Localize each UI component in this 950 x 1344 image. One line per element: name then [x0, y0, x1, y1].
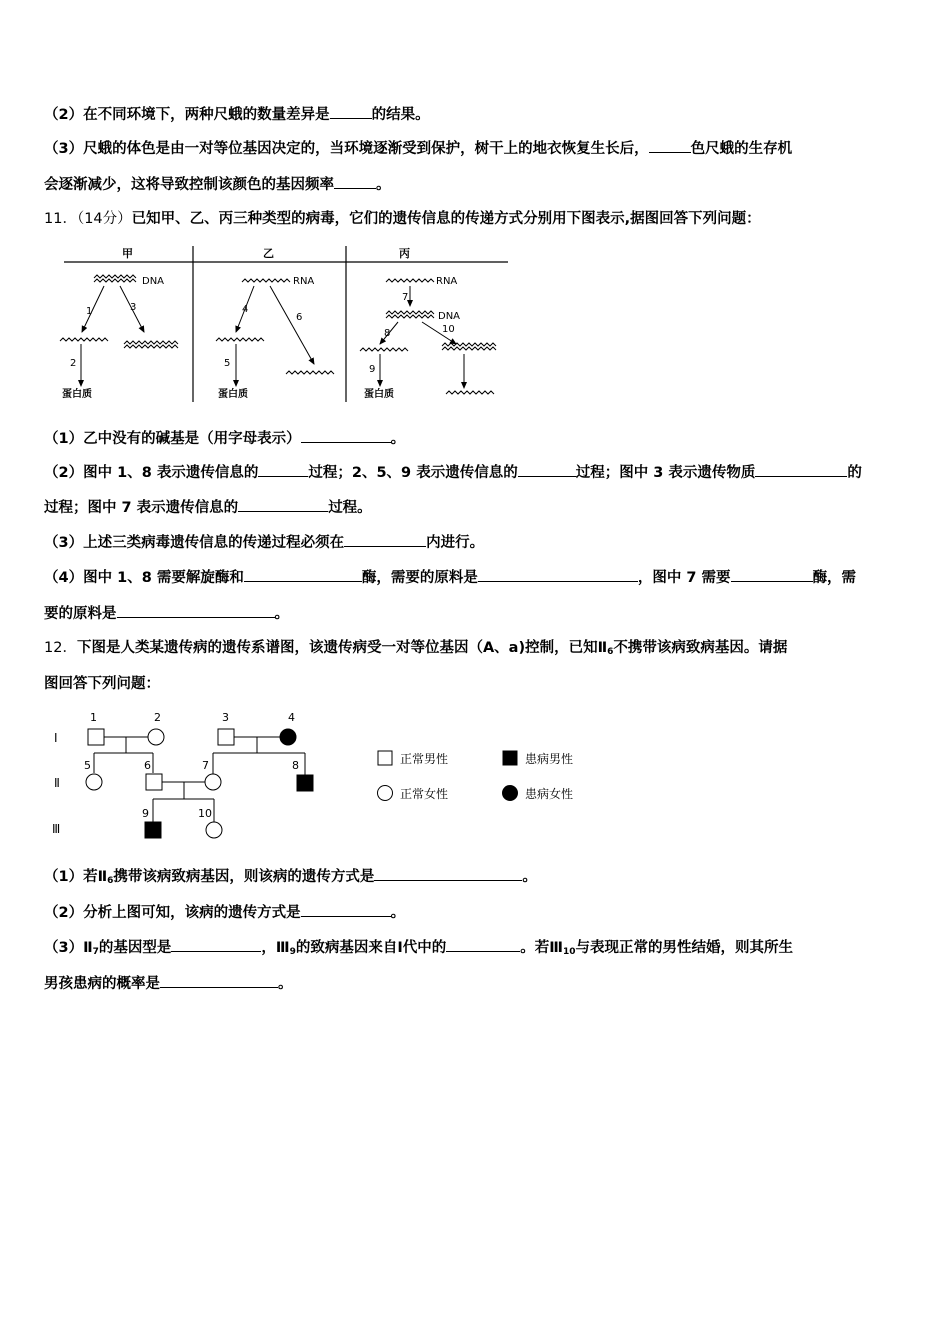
individual-3-number: 3	[222, 711, 229, 724]
rna-strand	[360, 348, 408, 351]
q12-part3-line1	[44, 937, 793, 962]
q12-part2	[44, 902, 405, 923]
answer-blank[interactable]	[649, 138, 691, 153]
text: 携带该病致病基因，则该病的遗传方式是	[113, 869, 375, 885]
answer-blank[interactable]	[330, 104, 372, 119]
text: 。	[278, 976, 293, 992]
step-7: 7	[402, 292, 409, 303]
text: 的	[847, 465, 862, 481]
q10-part3-line1	[44, 138, 792, 159]
individual-2-number: 2	[154, 711, 161, 724]
q11-part3	[44, 532, 484, 553]
rna-copy	[446, 391, 494, 394]
col-bing: 丙	[399, 247, 410, 260]
rna-strand	[60, 338, 108, 341]
individual-1-number: 1	[90, 711, 97, 724]
q12-part1	[44, 866, 537, 891]
text: （1）乙中没有的碱基是（用字母表示）	[44, 431, 301, 447]
q10-part3-line2	[44, 174, 391, 195]
text: 不携带该病致病基因。请据	[613, 640, 788, 656]
q11-part4-line1	[44, 567, 856, 588]
answer-blank[interactable]	[334, 174, 376, 189]
rna-strand-yi	[242, 279, 290, 282]
virus-info-transfer-diagram	[56, 240, 516, 410]
answer-blank[interactable]	[344, 532, 426, 547]
pedigree-chart	[48, 705, 608, 845]
rna-copy	[286, 371, 334, 374]
text: ，Ⅲ	[261, 940, 290, 956]
text: 会逐渐减少，这将导致控制该颜色的基因频率	[44, 177, 334, 193]
step-10: 10	[442, 324, 455, 335]
score: （14分）	[76, 211, 132, 227]
text: （2）在不同环境下，两种尺蛾的数量差异是	[44, 107, 330, 123]
text: 色尺蛾的生存机	[690, 141, 793, 157]
step-9: 9	[369, 364, 376, 375]
individual-8-number: 8	[292, 759, 299, 772]
legend-normal-female: 正常女性	[400, 787, 449, 801]
text: 的结果。	[371, 107, 430, 123]
q12-stem-line1	[44, 638, 787, 662]
dna-label: DNA	[438, 311, 461, 322]
individual-1-normal-male	[88, 729, 104, 745]
text: 过程；图中 3 表示遗传物质	[575, 465, 756, 481]
subscript: 6	[107, 876, 114, 886]
individual-5-normal-female	[86, 774, 102, 790]
individual-10-normal-female	[206, 822, 222, 838]
legend-affected-male: 患病男性	[525, 752, 574, 766]
answer-blank[interactable]	[244, 567, 362, 582]
individual-8-affected-male	[297, 775, 313, 791]
text: ，图中 7 需要	[637, 570, 731, 586]
rna-strand	[216, 338, 264, 341]
answer-blank[interactable]	[301, 902, 391, 917]
protein-label: 蛋白质	[218, 389, 248, 400]
individual-6-normal-male	[146, 774, 162, 790]
text: 。	[390, 905, 406, 921]
individual-7-normal-female	[205, 774, 221, 790]
legend-affected-male-icon	[503, 751, 517, 765]
individual-9-affected-male	[145, 822, 161, 838]
legend-affected-female: 患病女性	[525, 787, 574, 801]
q11-part2-line2	[44, 497, 372, 518]
dna-strand-jia	[94, 275, 136, 282]
text: （2）图中 1、8 表示遗传信息的	[44, 465, 259, 481]
answer-blank[interactable]	[518, 462, 576, 477]
subscript: 7	[92, 947, 99, 957]
generation-2-label: Ⅱ	[54, 776, 60, 790]
step-5: 5	[224, 358, 231, 369]
text: 。	[274, 606, 289, 622]
text: （3）尺蛾的体色是由一对等位基因决定的，当环境逐渐受到保护，树干上的地衣恢复生长后，	[44, 141, 649, 157]
q12-stem-line2	[44, 674, 160, 694]
text: 已知甲、乙、丙三种类型的病毒，它们的遗传信息的传递方式分别用下图表示,据图回答下列问题：	[131, 211, 761, 227]
text: （3）上述三类病毒遗传信息的传递过程必须在	[44, 535, 345, 551]
legend-affected-female-icon	[503, 786, 518, 801]
answer-blank[interactable]	[731, 567, 813, 582]
answer-blank[interactable]	[755, 462, 847, 477]
text: （4）图中 1、8 需要解旋酶和	[44, 570, 244, 586]
answer-blank[interactable]	[301, 428, 391, 443]
rna-label: RNA	[293, 276, 315, 287]
text: 过程；2、5、9 表示遗传信息的	[308, 465, 518, 481]
answer-blank[interactable]	[238, 497, 328, 512]
individual-3-normal-male	[218, 729, 234, 745]
individual-9-number: 9	[142, 807, 149, 820]
question-number: 12．	[44, 640, 77, 656]
individual-10-number: 10	[198, 807, 212, 820]
answer-blank[interactable]	[374, 866, 522, 881]
text: （2）分析上图可知，该病的遗传方式是	[44, 905, 301, 921]
text: 。	[390, 431, 406, 447]
subscript: 10	[563, 947, 576, 957]
generation-3-label: Ⅲ	[52, 822, 61, 836]
text: 图回答下列问题：	[44, 676, 160, 692]
legend-normal-male-icon	[378, 751, 392, 765]
text: 。若Ⅲ	[520, 940, 564, 956]
answer-blank[interactable]	[478, 567, 638, 582]
text: （3）Ⅱ	[44, 940, 93, 956]
protein-label: 蛋白质	[62, 389, 92, 400]
text: 的致病基因来自Ⅰ代中的	[295, 940, 447, 956]
text: 酶，需	[812, 570, 857, 586]
protein-label: 蛋白质	[364, 389, 394, 400]
step-3: 3	[130, 302, 137, 313]
answer-blank[interactable]	[258, 462, 308, 477]
subscript: 9	[289, 947, 296, 957]
text: 过程；图中 7 表示遗传信息的	[44, 500, 239, 516]
text: 。	[376, 177, 391, 193]
text: （1）若Ⅱ	[44, 869, 108, 885]
q11-stem	[44, 209, 761, 229]
answer-blank[interactable]	[117, 603, 275, 618]
step-1: 1	[86, 306, 93, 317]
q10-part2	[44, 104, 430, 125]
individual-6-number: 6	[144, 759, 151, 772]
q11-part2-line1	[44, 462, 862, 483]
text: 的基因型是	[98, 940, 172, 956]
individual-7-number: 7	[202, 759, 209, 772]
text: 下图是人类某遗传病的遗传系谱图，该遗传病受一对等位基因（A、a)控制，已知Ⅱ	[76, 640, 608, 656]
subscript: 6	[607, 647, 614, 657]
dna-copy	[124, 341, 178, 348]
text: 要的原料是	[44, 606, 117, 622]
text: 酶，需要的原料是	[361, 570, 478, 586]
step-6: 6	[296, 312, 303, 323]
text: 过程。	[328, 500, 372, 516]
answer-blank[interactable]	[160, 973, 278, 988]
step-2: 2	[70, 358, 77, 369]
individual-4-number: 4	[288, 711, 295, 724]
text: 。	[522, 869, 537, 885]
generation-1-label: Ⅰ	[54, 731, 58, 745]
individual-4-affected-female	[280, 729, 296, 745]
dna-label: DNA	[142, 276, 165, 287]
legend-normal-male: 正常男性	[400, 752, 449, 766]
answer-blank[interactable]	[171, 937, 261, 952]
dna-copy	[442, 343, 496, 350]
text: 与表现正常的男性结婚，则其所生	[575, 940, 794, 956]
legend-normal-female-icon	[378, 786, 393, 801]
step-8: 8	[384, 328, 391, 339]
question-number: 11．	[44, 211, 77, 227]
text: 男孩患病的概率是	[44, 976, 160, 992]
col-jia: 甲	[122, 247, 133, 260]
answer-blank[interactable]	[446, 937, 520, 952]
text: 内进行。	[426, 535, 485, 551]
individual-5-number: 5	[84, 759, 91, 772]
rna-strand-bing	[386, 279, 434, 282]
step-4: 4	[242, 304, 249, 315]
col-yi: 乙	[263, 247, 274, 260]
q11-part4-line2	[44, 603, 289, 624]
dna-strand-bing	[386, 311, 434, 318]
rna-label: RNA	[436, 276, 458, 287]
individual-2-normal-female	[148, 729, 164, 745]
q11-part1	[44, 428, 405, 449]
q12-part3-line2	[44, 973, 293, 994]
